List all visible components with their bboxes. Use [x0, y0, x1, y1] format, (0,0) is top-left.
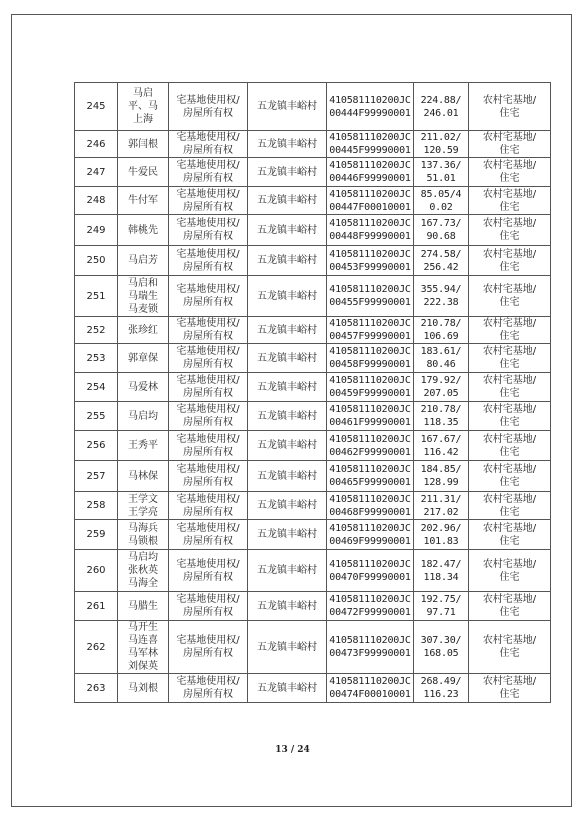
- land-use-cell: 农村宅基地/ 住宅: [469, 246, 551, 276]
- land-use-cell: 农村宅基地/ 住宅: [469, 83, 551, 131]
- owner-name-cell: 马开生 马连喜 马军林 刘保英: [118, 621, 169, 674]
- unit-code-cell: 410581110200JC 00446F99990001: [327, 158, 414, 187]
- location-cell: 五龙镇丰峪村: [248, 131, 327, 158]
- owner-name-cell: 王学文 王学亮: [118, 492, 169, 520]
- table-row: [75, 461, 551, 492]
- location-cell: 五龙镇丰峪村: [248, 83, 327, 131]
- land-use-cell: 农村宅基地/ 住宅: [469, 158, 551, 187]
- table-row: [75, 520, 551, 550]
- location-cell: 五龙镇丰峪村: [248, 246, 327, 276]
- row-number-cell: 255: [75, 402, 118, 431]
- unit-code-cell: 410581110200JC 00459F99990001: [327, 373, 414, 402]
- right-type-cell: 宅基地使用权/ 房屋所有权: [169, 431, 248, 461]
- location-cell: 五龙镇丰峪村: [248, 520, 327, 550]
- right-type-cell: 宅基地使用权/ 房屋所有权: [169, 520, 248, 550]
- row-number-cell: 260: [75, 550, 118, 592]
- unit-code-cell: 410581110200JC 00473F99990001: [327, 621, 414, 674]
- table-row: [75, 215, 551, 246]
- table-row: [75, 402, 551, 431]
- right-type-cell: 宅基地使用权/ 房屋所有权: [169, 276, 248, 317]
- land-use-cell: 农村宅基地/ 住宅: [469, 621, 551, 674]
- page-number: 13 / 24: [275, 745, 310, 755]
- unit-code-cell: 410581110200JC 00465F99990001: [327, 461, 414, 492]
- row-number-cell: 252: [75, 317, 118, 344]
- right-type-cell: 宅基地使用权/ 房屋所有权: [169, 550, 248, 592]
- area-value-cell: 167.73/ 90.68: [414, 215, 469, 246]
- row-number-cell: 249: [75, 215, 118, 246]
- owner-name-cell: 马启均: [118, 402, 169, 431]
- table-row: [75, 592, 551, 621]
- land-use-cell: 农村宅基地/ 住宅: [469, 431, 551, 461]
- right-type-cell: 宅基地使用权/ 房屋所有权: [169, 344, 248, 373]
- right-type-cell: 宅基地使用权/ 房屋所有权: [169, 317, 248, 344]
- owner-name-cell: 马启和 马瑞生 马麦锁: [118, 276, 169, 317]
- right-type-cell: 宅基地使用权/ 房屋所有权: [169, 83, 248, 131]
- unit-code-cell: 410581110200JC 00468F99990001: [327, 492, 414, 520]
- unit-code-cell: 410581110200JC 00445F99990001: [327, 131, 414, 158]
- owner-name-cell: 马爱林: [118, 373, 169, 402]
- table-row: [75, 373, 551, 402]
- land-use-cell: 农村宅基地/ 住宅: [469, 131, 551, 158]
- owner-name-cell: 王秀平: [118, 431, 169, 461]
- row-number-cell: 256: [75, 431, 118, 461]
- location-cell: 五龙镇丰峪村: [248, 158, 327, 187]
- table-row: [75, 158, 551, 187]
- land-use-cell: 农村宅基地/ 住宅: [469, 592, 551, 621]
- table-row: [75, 317, 551, 344]
- row-number-cell: 251: [75, 276, 118, 317]
- row-number-cell: 247: [75, 158, 118, 187]
- area-value-cell: 182.47/ 118.34: [414, 550, 469, 592]
- table-row: [75, 492, 551, 520]
- area-value-cell: 210.78/ 118.35: [414, 402, 469, 431]
- area-value-cell: 307.30/ 168.05: [414, 621, 469, 674]
- right-type-cell: 宅基地使用权/ 房屋所有权: [169, 158, 248, 187]
- owner-name-cell: 张珍红: [118, 317, 169, 344]
- land-use-cell: 农村宅基地/ 住宅: [469, 674, 551, 703]
- area-value-cell: 268.49/ 116.23: [414, 674, 469, 703]
- land-use-cell: 农村宅基地/ 住宅: [469, 492, 551, 520]
- row-number-cell: 259: [75, 520, 118, 550]
- location-cell: 五龙镇丰峪村: [248, 344, 327, 373]
- right-type-cell: 宅基地使用权/ 房屋所有权: [169, 187, 248, 215]
- area-value-cell: 355.94/ 222.38: [414, 276, 469, 317]
- area-value-cell: 274.58/ 256.42: [414, 246, 469, 276]
- right-type-cell: 宅基地使用权/ 房屋所有权: [169, 402, 248, 431]
- land-use-cell: 农村宅基地/ 住宅: [469, 461, 551, 492]
- unit-code-cell: 410581110200JC 00462F99990001: [327, 431, 414, 461]
- unit-code-cell: 410581110200JC 00461F99990001: [327, 402, 414, 431]
- owner-name-cell: 马启 平、马 上海: [118, 83, 169, 131]
- table-row: [75, 431, 551, 461]
- land-use-cell: 农村宅基地/ 住宅: [469, 317, 551, 344]
- right-type-cell: 宅基地使用权/ 房屋所有权: [169, 215, 248, 246]
- location-cell: 五龙镇丰峪村: [248, 215, 327, 246]
- right-type-cell: 宅基地使用权/ 房屋所有权: [169, 674, 248, 703]
- owner-name-cell: 韩桃先: [118, 215, 169, 246]
- registry-table-body: [75, 83, 551, 703]
- area-value-cell: 211.31/ 217.02: [414, 492, 469, 520]
- area-value-cell: 167.67/ 116.42: [414, 431, 469, 461]
- unit-code-cell: 410581110200JC 00455F99990001: [327, 276, 414, 317]
- unit-code-cell: 410581110200JC 00470F99990001: [327, 550, 414, 592]
- row-number-cell: 250: [75, 246, 118, 276]
- table-row: [75, 246, 551, 276]
- location-cell: 五龙镇丰峪村: [248, 550, 327, 592]
- location-cell: 五龙镇丰峪村: [248, 492, 327, 520]
- table-row: [75, 276, 551, 317]
- row-number-cell: 254: [75, 373, 118, 402]
- row-number-cell: 262: [75, 621, 118, 674]
- right-type-cell: 宅基地使用权/ 房屋所有权: [169, 492, 248, 520]
- unit-code-cell: 410581110200JC 00453F99990001: [327, 246, 414, 276]
- table-row: [75, 550, 551, 592]
- area-value-cell: 211.02/ 120.59: [414, 131, 469, 158]
- area-value-cell: 202.96/ 101.83: [414, 520, 469, 550]
- unit-code-cell: 410581110200JC 00447F00010001: [327, 187, 414, 215]
- property-registry-table: [74, 82, 551, 703]
- area-value-cell: 179.92/ 207.05: [414, 373, 469, 402]
- location-cell: 五龙镇丰峪村: [248, 621, 327, 674]
- land-use-cell: 农村宅基地/ 住宅: [469, 373, 551, 402]
- row-number-cell: 248: [75, 187, 118, 215]
- location-cell: 五龙镇丰峪村: [248, 461, 327, 492]
- owner-name-cell: 马启芳: [118, 246, 169, 276]
- location-cell: 五龙镇丰峪村: [248, 373, 327, 402]
- owner-name-cell: 马腊生: [118, 592, 169, 621]
- owner-name-cell: 马刘根: [118, 674, 169, 703]
- land-use-cell: 农村宅基地/ 住宅: [469, 276, 551, 317]
- table-row: [75, 131, 551, 158]
- row-number-cell: 258: [75, 492, 118, 520]
- unit-code-cell: 410581110200JC 00458F99990001: [327, 344, 414, 373]
- unit-code-cell: 410581110200JC 00444F99990001: [327, 83, 414, 131]
- land-use-cell: 农村宅基地/ 住宅: [469, 344, 551, 373]
- right-type-cell: 宅基地使用权/ 房屋所有权: [169, 131, 248, 158]
- land-use-cell: 农村宅基地/ 住宅: [469, 402, 551, 431]
- owner-name-cell: 马海兵 马锁根: [118, 520, 169, 550]
- unit-code-cell: 410581110200JC 00448F99990001: [327, 215, 414, 246]
- location-cell: 五龙镇丰峪村: [248, 276, 327, 317]
- table-row: [75, 344, 551, 373]
- area-value-cell: 192.75/ 97.71: [414, 592, 469, 621]
- right-type-cell: 宅基地使用权/ 房屋所有权: [169, 461, 248, 492]
- table-row: [75, 674, 551, 703]
- owner-name-cell: 郭闫根: [118, 131, 169, 158]
- location-cell: 五龙镇丰峪村: [248, 674, 327, 703]
- row-number-cell: 261: [75, 592, 118, 621]
- owner-name-cell: 牛付军: [118, 187, 169, 215]
- row-number-cell: 245: [75, 83, 118, 131]
- location-cell: 五龙镇丰峪村: [248, 402, 327, 431]
- area-value-cell: 183.61/ 80.46: [414, 344, 469, 373]
- location-cell: 五龙镇丰峪村: [248, 187, 327, 215]
- owner-name-cell: 郭章保: [118, 344, 169, 373]
- unit-code-cell: 410581110200JC 00457F99990001: [327, 317, 414, 344]
- row-number-cell: 257: [75, 461, 118, 492]
- location-cell: 五龙镇丰峪村: [248, 592, 327, 621]
- land-use-cell: 农村宅基地/ 住宅: [469, 215, 551, 246]
- right-type-cell: 宅基地使用权/ 房屋所有权: [169, 592, 248, 621]
- land-use-cell: 农村宅基地/ 住宅: [469, 187, 551, 215]
- location-cell: 五龙镇丰峪村: [248, 317, 327, 344]
- table-row: [75, 187, 551, 215]
- unit-code-cell: 410581110200JC 00474F00010001: [327, 674, 414, 703]
- area-value-cell: 184.85/ 128.99: [414, 461, 469, 492]
- unit-code-cell: 410581110200JC 00469F99990001: [327, 520, 414, 550]
- right-type-cell: 宅基地使用权/ 房屋所有权: [169, 373, 248, 402]
- unit-code-cell: 410581110200JC 00472F99990001: [327, 592, 414, 621]
- location-cell: 五龙镇丰峪村: [248, 431, 327, 461]
- right-type-cell: 宅基地使用权/ 房屋所有权: [169, 621, 248, 674]
- owner-name-cell: 牛爱民: [118, 158, 169, 187]
- area-value-cell: 224.88/ 246.01: [414, 83, 469, 131]
- table-row: [75, 83, 551, 131]
- owner-name-cell: 马林保: [118, 461, 169, 492]
- area-value-cell: 210.78/ 106.69: [414, 317, 469, 344]
- land-use-cell: 农村宅基地/ 住宅: [469, 550, 551, 592]
- right-type-cell: 宅基地使用权/ 房屋所有权: [169, 246, 248, 276]
- land-use-cell: 农村宅基地/ 住宅: [469, 520, 551, 550]
- row-number-cell: 263: [75, 674, 118, 703]
- area-value-cell: 85.05/4 0.02: [414, 187, 469, 215]
- area-value-cell: 137.36/ 51.01: [414, 158, 469, 187]
- row-number-cell: 246: [75, 131, 118, 158]
- owner-name-cell: 马启均 张秋英 马海全: [118, 550, 169, 592]
- table-row: [75, 621, 551, 674]
- row-number-cell: 253: [75, 344, 118, 373]
